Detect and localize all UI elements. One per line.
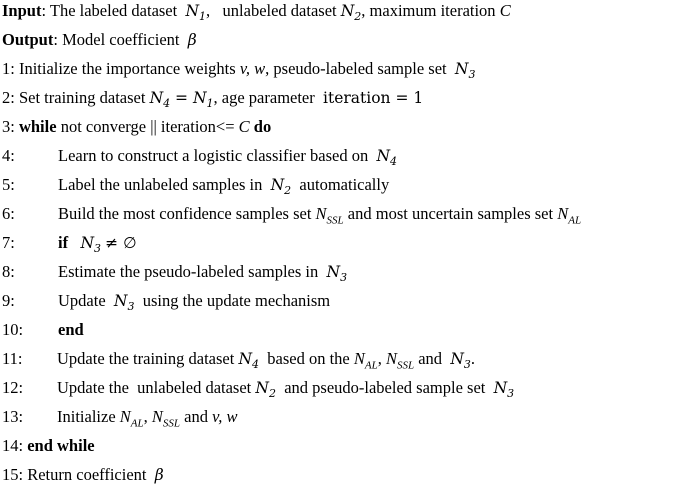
step-number: 2: bbox=[2, 88, 15, 107]
step-4 bbox=[2, 145, 398, 169]
step-vw: v, w bbox=[239, 59, 266, 78]
step-number: 9: bbox=[2, 291, 15, 310]
step-12 bbox=[2, 377, 515, 401]
step-text: Initialize the importance weights bbox=[18, 59, 236, 78]
step-10 bbox=[2, 319, 84, 341]
step-13 bbox=[2, 406, 238, 430]
step-text: Set training dataset bbox=[18, 88, 146, 107]
input-c: C bbox=[499, 1, 511, 20]
step-11 bbox=[2, 348, 475, 372]
step-text: not converge || iteration<= bbox=[60, 117, 235, 136]
step-number: 5: bbox=[2, 175, 15, 194]
step-body: Estimate the pseudo-labeled samples in $N_3$ bbox=[58, 262, 348, 285]
step-body: Update $N_3$ using the update mechanism bbox=[58, 291, 331, 314]
step-text2: , pseudo-labeled sample set bbox=[265, 59, 447, 78]
step-number: 10: bbox=[2, 320, 24, 339]
output-beta: β bbox=[187, 31, 197, 49]
step-number: 4: bbox=[2, 146, 15, 165]
step-eq: = bbox=[170, 89, 193, 107]
input-max: , maximum iteration bbox=[361, 1, 496, 20]
step-8 bbox=[2, 261, 348, 285]
step-symbol2: $N_1$ bbox=[192, 89, 214, 111]
step-body: if $N_3$ ≠ ∅ bbox=[58, 233, 137, 256]
step-number: 12: bbox=[2, 378, 24, 397]
step-number: 13: bbox=[2, 407, 24, 426]
output-line bbox=[2, 29, 197, 51]
step-beta: β bbox=[154, 466, 164, 484]
step-text: Return coefficient bbox=[27, 465, 147, 484]
step-number: 15: bbox=[2, 465, 24, 484]
step-3 bbox=[2, 116, 271, 138]
step-number: 3: bbox=[2, 117, 15, 136]
step-keyword: while bbox=[18, 117, 57, 136]
step-2 bbox=[2, 87, 423, 109]
step-number: 7: bbox=[2, 233, 15, 252]
step-body: Build the most confidence samples set $N_{SSL}$ and most uncertain samples set $N_{AL}$ bbox=[58, 204, 582, 227]
input-sep: , bbox=[206, 1, 211, 20]
step-body: Label the unlabeled samples in $N_2$ automatically bbox=[58, 175, 390, 198]
step-14 bbox=[2, 435, 95, 457]
step-6 bbox=[2, 203, 582, 227]
step-number: 6: bbox=[2, 204, 15, 223]
step-number: 1: bbox=[2, 59, 15, 78]
step-number: 14: bbox=[2, 436, 24, 455]
input-n1: $N_1$ bbox=[185, 2, 207, 24]
step-symbol: $N_4$ bbox=[149, 89, 171, 111]
step-text2: , age parameter bbox=[213, 88, 315, 107]
step-iteration: iteration = 1 bbox=[323, 89, 424, 107]
step-body: Initialize $N_{AL}$, $N_{SSL}$ and v, w bbox=[57, 407, 238, 430]
input-line bbox=[2, 0, 511, 22]
step-symbol: $N_3$ bbox=[454, 60, 476, 82]
step-number: 8: bbox=[2, 262, 15, 281]
step-7 bbox=[2, 232, 137, 256]
input-text: : The labeled dataset bbox=[41, 1, 178, 20]
step-keyword: end while bbox=[27, 436, 95, 455]
step-c: C bbox=[238, 117, 250, 136]
output-text: : Model coefficient bbox=[53, 30, 180, 49]
step-number: 11: bbox=[2, 349, 23, 368]
step-keyword2: do bbox=[253, 117, 272, 136]
step-body: Update the training dataset $N_4$ based on the $N_{AL}$, $N_{SSL}$ and $N_3$. bbox=[57, 349, 475, 372]
input-unlabeled: unlabeled dataset bbox=[222, 1, 337, 20]
step-body: Update the unlabeled dataset $N_2$ and pseudo-labeled sample set $N_3$ bbox=[57, 378, 515, 401]
output-label: Output bbox=[2, 30, 54, 49]
step-body: Learn to construct a logistic classifier based on $N_4$ bbox=[58, 146, 398, 169]
input-label: Input bbox=[2, 1, 42, 20]
step-keyword: end bbox=[58, 320, 84, 339]
input-n2: $N_2$ bbox=[340, 2, 362, 24]
step-15 bbox=[2, 464, 164, 486]
step-1 bbox=[2, 58, 475, 80]
step-5 bbox=[2, 174, 390, 198]
step-9 bbox=[2, 290, 331, 314]
